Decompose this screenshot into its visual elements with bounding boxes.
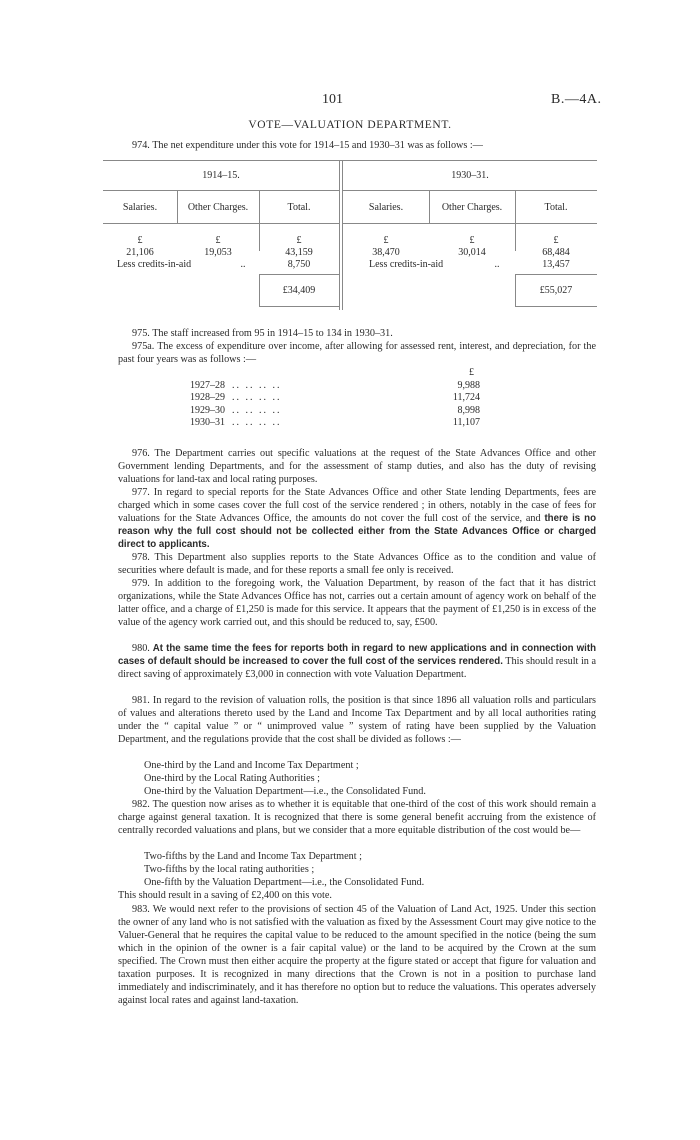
cost-division-list (144, 759, 426, 798)
p1-net-value: £34,409 (282, 285, 316, 296)
page-header (0, 92, 700, 112)
period-2-rule (343, 190, 597, 191)
year-label: 1928–29 (190, 392, 225, 403)
p1-less-dots: .. (240, 259, 246, 270)
p1-header-rule (103, 223, 339, 224)
year-row (190, 392, 510, 405)
period-2-label: 1930–31. (451, 170, 489, 181)
paragraph-977 (118, 486, 596, 551)
p2-other-charges-value: 30,014 (458, 247, 486, 258)
page-number: 101 (322, 92, 343, 107)
year-value: 11,107 (452, 417, 480, 428)
p1-salaries-value: 21,106 (126, 247, 154, 258)
paragraph-980-text: This should result in a direct saving of approximately £3,000 in connection with vote Valuation Department. (118, 656, 596, 680)
p2-net-left-rule (515, 274, 516, 306)
p1-currency-total: £ (296, 235, 302, 246)
paragraph-981: 981. In regard to the revision of valuation rolls, the position is that since 1896 all valuation rolls and particulars of values and alterations thereto used by the Land and Income Tax Department and by all local authorities rating under the “ capital value ” or “ unimproved value ” system of rating have been supplied by the Valuation Department, and the regulations provide that the cost shall be divided as follows :— (118, 695, 596, 745)
p1-header-other-charges: Other Charges. (187, 202, 249, 213)
p1-net-bottom-rule (259, 306, 339, 307)
list-item: One-third by the Valuation Department—i.e., the Consolidated Fund. (144, 786, 426, 797)
p1-currency-salaries: £ (137, 235, 143, 246)
p1-other-charges-value: 19,053 (204, 247, 232, 258)
list-item: One-fifth by the Valuation Department—i.e., the Consolidated Fund. (144, 877, 425, 888)
section-title: VOTE—VALUATION DEPARTMENT. (248, 119, 452, 131)
p2-net-bottom-rule (515, 306, 597, 307)
table-top-rule (103, 160, 597, 161)
leader-dots: .. .. .. .. (232, 392, 282, 403)
year-row (190, 417, 510, 430)
period-1-label: 1914–15. (202, 170, 240, 181)
period-1-rule (103, 190, 339, 191)
leader-dots: .. .. .. .. (232, 379, 282, 391)
document-reference: B.—4A. (551, 92, 602, 107)
p2-header-other-charges: Other Charges. (441, 202, 503, 213)
p2-net-value: £55,027 (539, 285, 573, 296)
year-value: 8,998 (457, 404, 480, 416)
year-row (190, 380, 510, 393)
paragraph-975a: 975a. The excess of expenditure over income, after allowing for assessed rent, interest, and depreciation, for the past four years was as follows :— (118, 341, 596, 365)
p1-net-top-rule (259, 274, 339, 275)
p2-salaries-value: 38,470 (372, 247, 400, 258)
p1-total-value: 43,159 (285, 247, 313, 258)
p1-less-value: 8,750 (287, 259, 311, 270)
year-label: 1929–30 (190, 404, 225, 416)
year-label: 1927–28 (190, 379, 225, 391)
paragraph-977-text: 977. In regard to special reports for the State Advances Office and other State lending Departments, fees are charged which in some cases cover the full cost of the service rendered ; in others, notably in the case of fees for valuations for the State Advances Office, the amounts do not cover the full cost of the service, and (118, 487, 596, 524)
p1-header-salaries: Salaries. (122, 202, 158, 213)
p1-less-label: Less credits-in-aid (117, 259, 192, 270)
year-row (190, 405, 510, 418)
years-currency: £ (469, 367, 474, 378)
p2-header-rule (343, 223, 597, 224)
paragraph-978: 978. This Department also supplies reports to the State Advances Office as to the condition and value of securities where default is made, and for these reports a small fee only is received. (118, 552, 596, 576)
year-value: 11,724 (452, 392, 480, 403)
p2-currency-salaries: £ (383, 235, 389, 246)
list-item: Two-fifths by the Land and Income Tax Department ; (144, 851, 362, 862)
paragraph-980 (118, 642, 596, 681)
p2-less-value: 13,457 (542, 259, 570, 270)
leader-dots: .. .. .. .. (232, 404, 282, 416)
p2-less-dots: .. (494, 259, 500, 270)
p2-total-value: 68,484 (542, 247, 570, 258)
p2-currency-total: £ (553, 235, 559, 246)
year-label: 1930–31 (190, 417, 225, 428)
p2-header-total: Total. (544, 202, 568, 213)
paragraph-976: 976. The Department carries out specific valuations at the request of the State Advances Office and other Government lending Departments, and for the assessment of stamp duties, and also has the duty of revising valuations for land-tax and local rating purposes. (118, 448, 596, 485)
paragraph-982: 982. The question now arises as to whether it is equitable that one-third of the cost of this work should remain a charge against general taxation. It is recognized that there is some general benefit accruing from the existence of centrally recorded valuations and plans, but we consider that a more equitable distribution of the cost would be— (118, 799, 596, 836)
proposed-division-list (144, 850, 424, 889)
p2-header-salaries: Salaries. (368, 202, 404, 213)
p2-less-label: Less credits-in-aid (369, 259, 444, 270)
leader-dots: .. .. .. .. (232, 417, 282, 428)
expenditure-table (103, 157, 597, 312)
list-item: Two-fifths by the local rating authorities ; (144, 864, 315, 875)
paragraph-979: 979. In addition to the foregoing work, the Valuation Department, by reason of the fact that it has district organizations, while the State Advances Office has not, carries out a certain amount of agency work on behalf of the latter office, and a charge of £1,250 is made for this service. It appears that the payment of £1,250 is in excess of the value of the agency work carried out, and this should be reduced to, say, £500. (118, 578, 596, 628)
paragraph-982-conclusion: This should result in a saving of £2,400 on this vote. (118, 890, 332, 901)
p2-net-top-rule (515, 274, 597, 275)
paragraph-980-number: 980. (132, 643, 150, 654)
list-item: One-third by the Land and Income Tax Department ; (144, 760, 359, 771)
excess-expenditure-table (190, 367, 510, 430)
paragraph-980-bold: At the same time the fees for reports both in regard to new applications and in connection with cases of default should be increased to cover the full cost of the services rendered. (118, 643, 597, 667)
paragraph-983: 983. We would next refer to the provisions of section 45 of the Valuation of Land Act, 1925. Under this section the owner of any land who is not satisfied with the valuation as fixed by the Assessment Court may give notice to the Valuer-General that he requires the capital value to be reduced to the amount specified in the notice (being the sum which in the opinion of the owner is a fair capital value) or the land to be acquired by the Crown at the sum specified. The Crown must then either acquire the property at the figure stated or accept that figure for valuation and taxation purposes. It is recognized in many directions that the Crown is not in a position to purchase land immediately and indiscriminately, and it has therefore no option but to reduce the valuations. This operates adversely against local rates and against land-taxation. (118, 904, 596, 1006)
table-period-divider (339, 160, 340, 310)
paragraph-974: 974. The net expenditure under this vote for 1914–15 and 1930–31 was as follows :— (132, 140, 483, 151)
p1-header-total: Total. (287, 202, 311, 213)
year-value: 9,988 (457, 379, 480, 391)
paragraph-975: 975. The staff increased from 95 in 1914–15 to 134 in 1930–31. (132, 328, 393, 339)
p1-net-left-rule (259, 274, 260, 306)
p2-currency-other: £ (469, 235, 475, 246)
p1-currency-other: £ (215, 235, 221, 246)
paragraph-977-bold: there is no reason why the full cost should not be collected either from the State Advances Office or charged direct to applicants. (118, 513, 597, 550)
list-item: One-third by the Local Rating Authorities ; (144, 773, 320, 784)
